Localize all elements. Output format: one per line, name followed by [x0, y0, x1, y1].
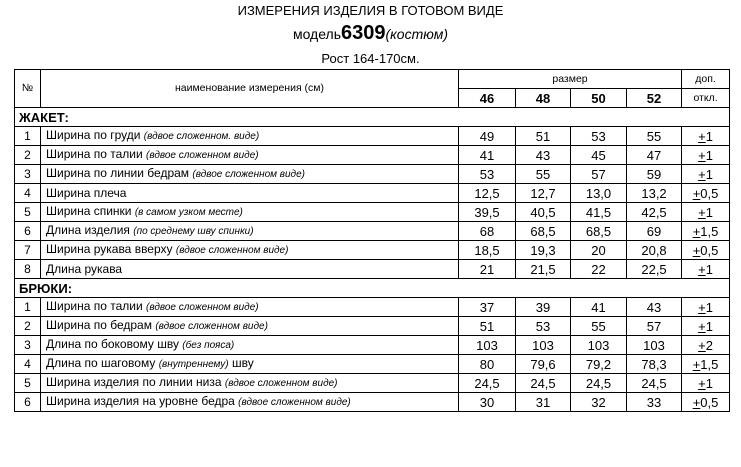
measurement-name-cell — [41, 184, 459, 203]
table-row — [15, 203, 730, 222]
size-value: 32 — [571, 393, 627, 412]
table-header-row — [15, 70, 730, 89]
plus-minus-sign: + — [692, 394, 701, 410]
size-value: 79,6 — [516, 355, 571, 374]
measurement-name: Ширина по бедрам — [46, 318, 152, 332]
size-value: 24,5 — [627, 374, 682, 393]
size-value: 103 — [516, 336, 571, 355]
size-value: 22,5 — [627, 260, 682, 279]
size-value: 53 — [571, 127, 627, 146]
size-value: 80 — [459, 355, 516, 374]
tolerance-value: 1,5 — [700, 356, 719, 372]
size-value: 42,5 — [627, 203, 682, 222]
tolerance-value: 0,5 — [700, 242, 719, 258]
measurement-name-cell — [41, 317, 459, 336]
measurement-name-tail: шву — [231, 356, 254, 370]
table-row — [15, 184, 730, 203]
size-value: 69 — [627, 222, 682, 241]
plus-minus-sign: + — [698, 166, 706, 182]
size-value: 68,5 — [516, 222, 571, 241]
size-value: 13,2 — [627, 184, 682, 203]
tolerance-value: 1 — [705, 166, 713, 182]
size-value: 68,5 — [571, 222, 627, 241]
size-value: 51 — [516, 127, 571, 146]
tolerance-cell — [682, 146, 730, 165]
table-row — [15, 127, 730, 146]
measurement-note: (внутреннему) — [158, 359, 229, 370]
size-value: 12,5 — [459, 184, 516, 203]
size-value: 49 — [459, 127, 516, 146]
tolerance-cell — [682, 222, 730, 241]
measurement-name-cell — [41, 393, 459, 412]
table-row — [15, 241, 730, 260]
row-number: 3 — [15, 336, 41, 355]
measurement-note: (вдвое сложенном. виде) — [143, 131, 260, 142]
tolerance-cell — [682, 241, 730, 260]
model-line — [0, 22, 741, 45]
measurement-name: Длина по шаговому — [46, 356, 156, 370]
measurement-note: (в самом узком месте) — [134, 207, 243, 218]
row-number: 1 — [15, 298, 41, 317]
section-title: БРЮКИ: — [15, 279, 730, 298]
col-header-tolerance-1: доп. — [682, 70, 730, 89]
size-header-50: 50 — [571, 89, 627, 108]
row-number: 4 — [15, 184, 41, 203]
tolerance-cell — [682, 298, 730, 317]
size-value: 24,5 — [516, 374, 571, 393]
tolerance-cell — [682, 374, 730, 393]
plus-minus-sign: + — [698, 261, 706, 277]
measurement-name: Ширина плеча — [46, 185, 127, 200]
plus-minus-sign: + — [692, 242, 701, 258]
col-header-number: № — [15, 70, 41, 108]
measurement-name: Ширина по линии бедрам — [46, 166, 190, 180]
size-value: 47 — [627, 146, 682, 165]
size-value: 41,5 — [571, 203, 627, 222]
table-row — [15, 317, 730, 336]
measurement-name-cell — [41, 374, 459, 393]
measurement-note: (вдвое сложенном виде) — [146, 150, 259, 161]
measurements-table — [14, 69, 730, 412]
tolerance-cell — [682, 127, 730, 146]
measurement-name-cell — [41, 260, 459, 279]
section-row — [15, 108, 730, 127]
size-value: 45 — [571, 146, 627, 165]
size-value: 37 — [459, 298, 516, 317]
measurement-note: (без пояса) — [182, 340, 235, 351]
size-value: 51 — [459, 317, 516, 336]
size-value: 31 — [516, 393, 571, 412]
size-value: 39,5 — [459, 203, 516, 222]
size-value: 103 — [571, 336, 627, 355]
size-value: 59 — [627, 165, 682, 184]
table-row — [15, 165, 730, 184]
size-value: 13,0 — [571, 184, 627, 203]
measurement-name-cell — [41, 146, 459, 165]
row-number: 7 — [15, 241, 41, 260]
size-value: 21 — [459, 260, 516, 279]
measurement-note: (вдвое сложенном виде) — [146, 302, 259, 313]
tolerance-value: 1 — [705, 318, 713, 334]
size-value: 79,2 — [571, 355, 627, 374]
table-row — [15, 355, 730, 374]
section-title: ЖАКЕТ: — [15, 108, 730, 127]
model-suffix: (костюм) — [385, 26, 449, 42]
measurement-name: Длина изделия — [46, 223, 130, 237]
row-number: 5 — [15, 374, 41, 393]
tolerance-value: 0,5 — [700, 394, 719, 410]
measurement-name: Длина рукава — [46, 261, 123, 276]
model-number: 6309 — [341, 22, 386, 44]
measurement-name: Ширина спинки — [46, 204, 132, 218]
tolerance-value: 1 — [705, 128, 713, 144]
height-range: Рост 164-170см. — [321, 51, 420, 66]
document-title: ИЗМЕРЕНИЯ ИЗДЕЛИЯ В ГОТОВОМ ВИДЕ — [237, 3, 504, 18]
tolerance-cell — [682, 203, 730, 222]
measurement-name-cell — [41, 203, 459, 222]
plus-minus-sign: + — [698, 337, 706, 353]
plus-minus-sign: + — [698, 318, 706, 334]
tolerance-value: 1 — [705, 261, 713, 277]
size-value: 20 — [571, 241, 627, 260]
measurement-name-cell — [41, 336, 459, 355]
plus-minus-sign: + — [692, 185, 701, 201]
tolerance-value: 1 — [705, 299, 713, 315]
size-value: 57 — [571, 165, 627, 184]
size-value: 41 — [459, 146, 516, 165]
row-number: 4 — [15, 355, 41, 374]
size-value: 24,5 — [571, 374, 627, 393]
size-value: 57 — [627, 317, 682, 336]
size-value: 21,5 — [516, 260, 571, 279]
row-number: 8 — [15, 260, 41, 279]
plus-minus-sign: + — [698, 128, 706, 144]
tolerance-cell — [682, 317, 730, 336]
measurement-note: (по среднему шву спинки) — [133, 226, 254, 237]
size-value: 40,5 — [516, 203, 571, 222]
row-number: 5 — [15, 203, 41, 222]
tolerance-value: 0,5 — [700, 185, 719, 201]
measurement-name: Ширина рукава вверху — [46, 242, 173, 256]
size-header-48: 48 — [516, 89, 571, 108]
tolerance-value: 2 — [705, 337, 713, 353]
plus-minus-sign: + — [698, 299, 706, 315]
tolerance-cell — [682, 260, 730, 279]
col-header-tolerance-2: откл. — [682, 89, 730, 108]
measurement-name-cell — [41, 165, 459, 184]
measurement-name-cell — [41, 298, 459, 317]
measurement-name-cell — [41, 355, 459, 374]
size-value: 24,5 — [459, 374, 516, 393]
size-value: 39 — [516, 298, 571, 317]
measurement-name-cell — [41, 222, 459, 241]
size-value: 33 — [627, 393, 682, 412]
table-row — [15, 393, 730, 412]
tolerance-value: 1 — [705, 375, 713, 391]
measurement-note: (вдвое сложенном виде) — [224, 378, 338, 389]
size-value: 55 — [627, 127, 682, 146]
col-header-size: размер — [459, 70, 682, 89]
table-body — [15, 70, 730, 412]
size-value: 43 — [627, 298, 682, 317]
table-row — [15, 260, 730, 279]
plus-minus-sign: + — [692, 356, 701, 372]
tolerance-cell — [682, 165, 730, 184]
row-number: 6 — [15, 222, 41, 241]
measurement-note: (вдвое сложенном виде) — [155, 321, 268, 332]
size-value: 20,8 — [627, 241, 682, 260]
plus-minus-sign: + — [698, 375, 706, 391]
tolerance-value: 1 — [705, 204, 713, 220]
table-row — [15, 374, 730, 393]
tolerance-cell — [682, 355, 730, 374]
measurement-note: (вдвое сложенном виде) — [238, 397, 351, 408]
col-header-name: наименование измерения (см) — [41, 70, 459, 108]
measurement-note: (вдвое сложенном виде) — [175, 245, 289, 256]
size-value: 12,7 — [516, 184, 571, 203]
measurement-name-cell — [41, 127, 459, 146]
row-number: 6 — [15, 393, 41, 412]
size-header-52: 52 — [627, 89, 682, 108]
measurement-name: Длина по боковому шву — [46, 337, 179, 351]
size-value: 68 — [459, 222, 516, 241]
size-value: 53 — [459, 165, 516, 184]
row-number: 3 — [15, 165, 41, 184]
table-row — [15, 222, 730, 241]
tolerance-cell — [682, 336, 730, 355]
tolerance-value: 1,5 — [700, 223, 719, 239]
tolerance-value: 1 — [705, 147, 713, 163]
size-value: 30 — [459, 393, 516, 412]
row-number: 2 — [15, 146, 41, 165]
measurement-name: Ширина изделия на уровне бедра — [46, 394, 235, 408]
model-prefix: модель — [292, 26, 342, 42]
measurement-name: Ширина по груди — [46, 128, 141, 142]
measurement-name: Ширина по талии — [46, 147, 143, 161]
table-row — [15, 146, 730, 165]
plus-minus-sign: + — [692, 223, 701, 239]
size-value: 55 — [571, 317, 627, 336]
tolerance-cell — [682, 393, 730, 412]
size-value: 103 — [627, 336, 682, 355]
size-value: 41 — [571, 298, 627, 317]
measurement-name: Ширина изделия по линии низа — [46, 375, 222, 389]
plus-minus-sign: + — [698, 147, 706, 163]
measurement-name: Ширина по талии — [46, 299, 143, 313]
measurement-note: (вдвое сложенном виде) — [192, 169, 305, 180]
size-value: 18,5 — [459, 241, 516, 260]
size-value: 43 — [516, 146, 571, 165]
measurement-name-cell — [41, 241, 459, 260]
size-value: 103 — [459, 336, 516, 355]
tolerance-cell — [682, 184, 730, 203]
size-value: 53 — [516, 317, 571, 336]
table-row — [15, 298, 730, 317]
section-row — [15, 279, 730, 298]
table-row — [15, 336, 730, 355]
row-number: 2 — [15, 317, 41, 336]
size-value: 78,3 — [627, 355, 682, 374]
row-number: 1 — [15, 127, 41, 146]
plus-minus-sign: + — [698, 204, 706, 220]
size-value: 55 — [516, 165, 571, 184]
size-value: 19,3 — [516, 241, 571, 260]
size-header-46: 46 — [459, 89, 516, 108]
size-value: 22 — [571, 260, 627, 279]
